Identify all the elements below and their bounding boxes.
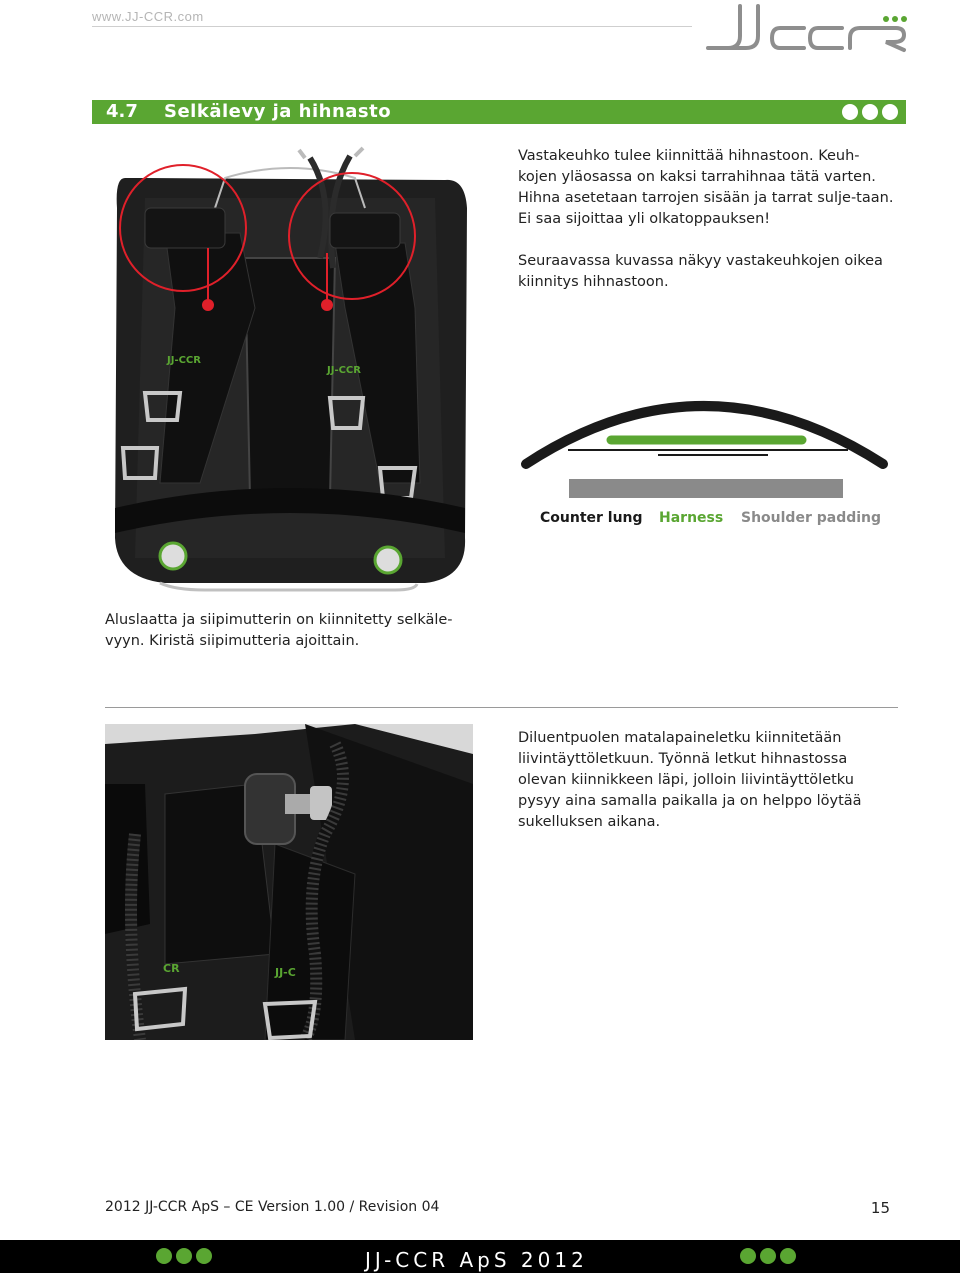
strap-label-right: JJ-C: [275, 966, 296, 979]
legend-counter-lung: Counter lung: [540, 510, 643, 526]
decor-dot: [862, 104, 878, 120]
bottom-bar: [0, 1240, 960, 1273]
decor-dot: [780, 1248, 796, 1264]
bottom-dots-left: [156, 1248, 212, 1264]
footer-text: 2012 JJ-CCR ApS – CE Version 1.00 / Revision 04: [105, 1199, 440, 1215]
bottom-dots-right: [740, 1248, 796, 1264]
harness-cross-section-diagram: [518, 378, 898, 508]
decor-dot: [156, 1248, 172, 1264]
header-divider: [92, 26, 692, 27]
strap-label-left: CR: [163, 962, 180, 975]
decor-dot: [196, 1248, 212, 1264]
decor-dot: [760, 1248, 776, 1264]
section-header: [92, 100, 906, 124]
logo-text: JCCR: [700, 2, 703, 3]
section-number: 4.7: [106, 101, 138, 122]
site-url: www.JJ-CCR.com: [92, 9, 204, 24]
diluent-hose-photo: [105, 724, 473, 1040]
diluent-paragraph: Diluentpuolen matalapaineletku kiinnitetään liivintäyttöletkuun. Työnnä letkut hihnastossa olevan kiinnikkeen läpi, jolloin liivintäyttöletku pysyy aina samalla paikalla ja on helppo löytää sukelluksen aikana.: [518, 730, 862, 830]
decor-dot: [176, 1248, 192, 1264]
page-number: 15: [870, 1199, 890, 1217]
shoulder-padding-shape: [569, 479, 843, 498]
legend-harness: Harness: [659, 510, 724, 526]
strap-label-right: JJ-CCR: [327, 365, 361, 376]
intro-paragraph-2: Seuraavassa kuvassa näkyy vastakeuhkojen oikea kiinnitys hihnastoon.: [518, 253, 883, 290]
bottom-bar-text: JJ-CCR ApS 2012: [365, 1248, 588, 1272]
section-divider: [105, 707, 898, 708]
intro-paragraph-1: Vastakeuhko tulee kiinnittää hihnastoon. Keuh-kojen yläosassa on kaksi tarrahihnaa tätä varten. Hihna asetetaan tarrojen sisään ja tarrat sulje-taan. Ei saa sijoittaa yli olkatoppauksen!: [518, 148, 894, 227]
jjccr-logo: [700, 2, 910, 60]
section-dots: [842, 104, 898, 120]
photo1-caption: Aluslaatta ja siipimutterin on kiinnitetty selkäle-vyyn. Kiristä siipimutteria ajoittain.: [105, 612, 453, 649]
backplate-harness-photo: [105, 138, 475, 598]
decor-dot: [842, 104, 858, 120]
decor-dot: [740, 1248, 756, 1264]
legend-shoulder-padding: Shoulder padding: [741, 510, 882, 526]
decor-dot: [882, 104, 898, 120]
strap-label-left: JJ-CCR: [167, 355, 201, 366]
section-title: Selkälevy ja hihnasto: [164, 101, 392, 122]
